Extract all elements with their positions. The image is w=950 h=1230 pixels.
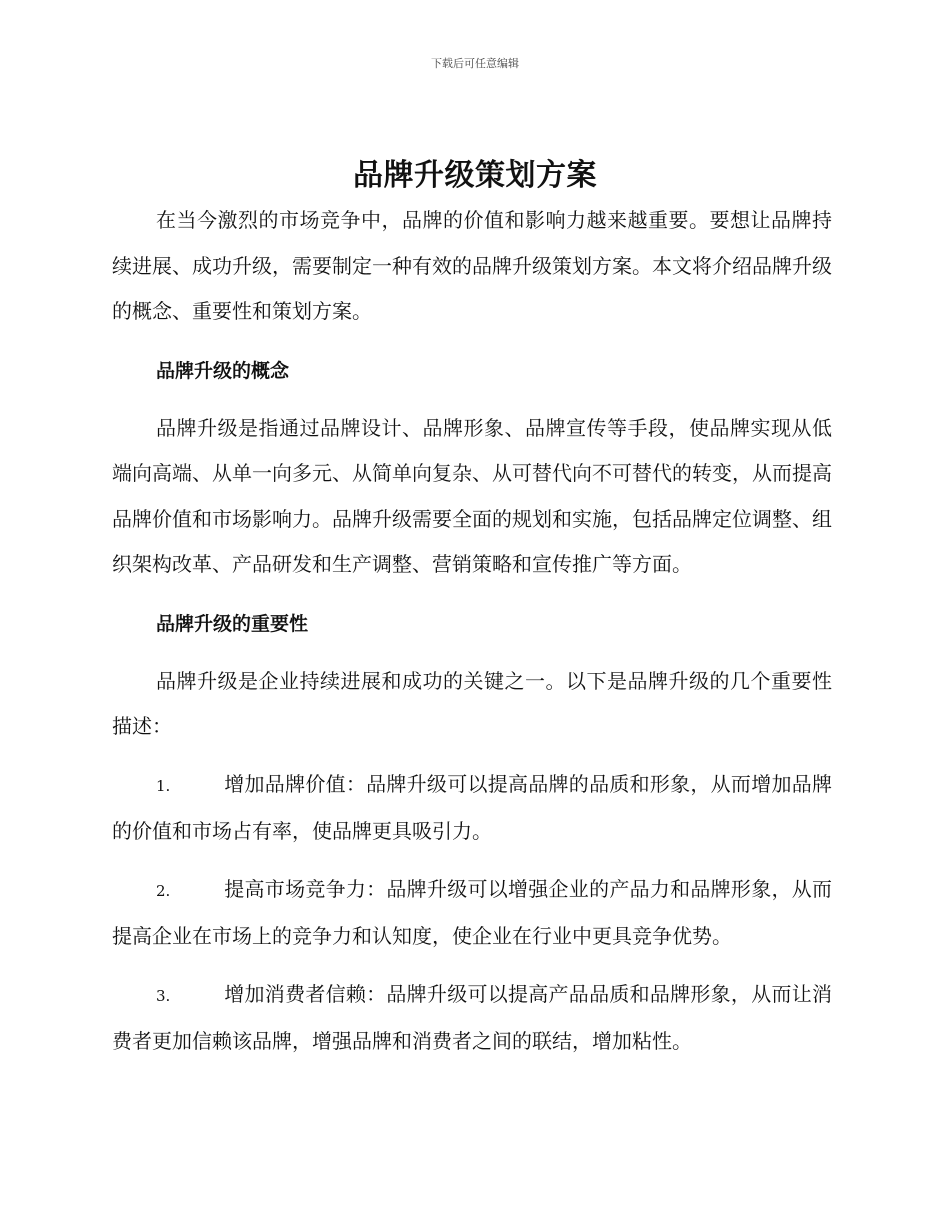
list-item-text: 提高市场竞争力：品牌升级可以增强企业的产品力和品牌形象，从而提高企业在市场上的竞争力和认知度，使企业在行业中更具竞争优势。 — [112, 876, 832, 948]
list-number: 2. — [156, 881, 171, 900]
list-item — [112, 867, 832, 960]
list-item-text: 增加消费者信赖：品牌升级可以提高产品品质和品牌形象，从而让消费者更加信赖该品牌，增强品牌和消费者之间的联结，增加粘性。 — [112, 981, 832, 1053]
section-heading-importance: 品牌升级的重要性 — [156, 612, 309, 635]
intro-paragraph: 在当今激烈的市场竞争中，品牌的价值和影响力越来越重要。要想让品牌持续进展、成功升级，需要制定一种有效的品牌升级策划方案。本文将介绍品牌升级的概念、重要性和策划方案。 — [112, 208, 832, 323]
list-item — [112, 762, 832, 855]
list-number: 3. — [156, 986, 171, 1005]
list-item — [112, 972, 832, 1065]
concept-paragraph: 品牌升级是指通过品牌设计、品牌形象、品牌宣传等手段，使品牌实现从低端向高端、从单一向多元、从简单向复杂、从可替代向不可替代的转变，从而提高品牌价值和市场影响力。品牌升级需要全面的规划和实施，包括品牌定位调整、组织架构改革、产品研发和生产调整、营销策略和宣传推广等方面。 — [112, 415, 832, 576]
importance-paragraph: 品牌升级是企业持续进展和成功的关键之一。以下是品牌升级的几个重要性描述： — [112, 668, 832, 738]
document-body — [112, 198, 832, 1065]
header-note: 下载后可任意编辑 — [431, 57, 519, 70]
list-number: 1. — [156, 776, 171, 795]
list-item-text: 增加品牌价值：品牌升级可以提高品牌的品质和形象，从而增加品牌的价值和市场占有率，使品牌更具吸引力。 — [112, 771, 832, 843]
section-heading-concept: 品牌升级的概念 — [156, 359, 290, 382]
page-title: 品牌升级策划方案 — [353, 158, 597, 193]
